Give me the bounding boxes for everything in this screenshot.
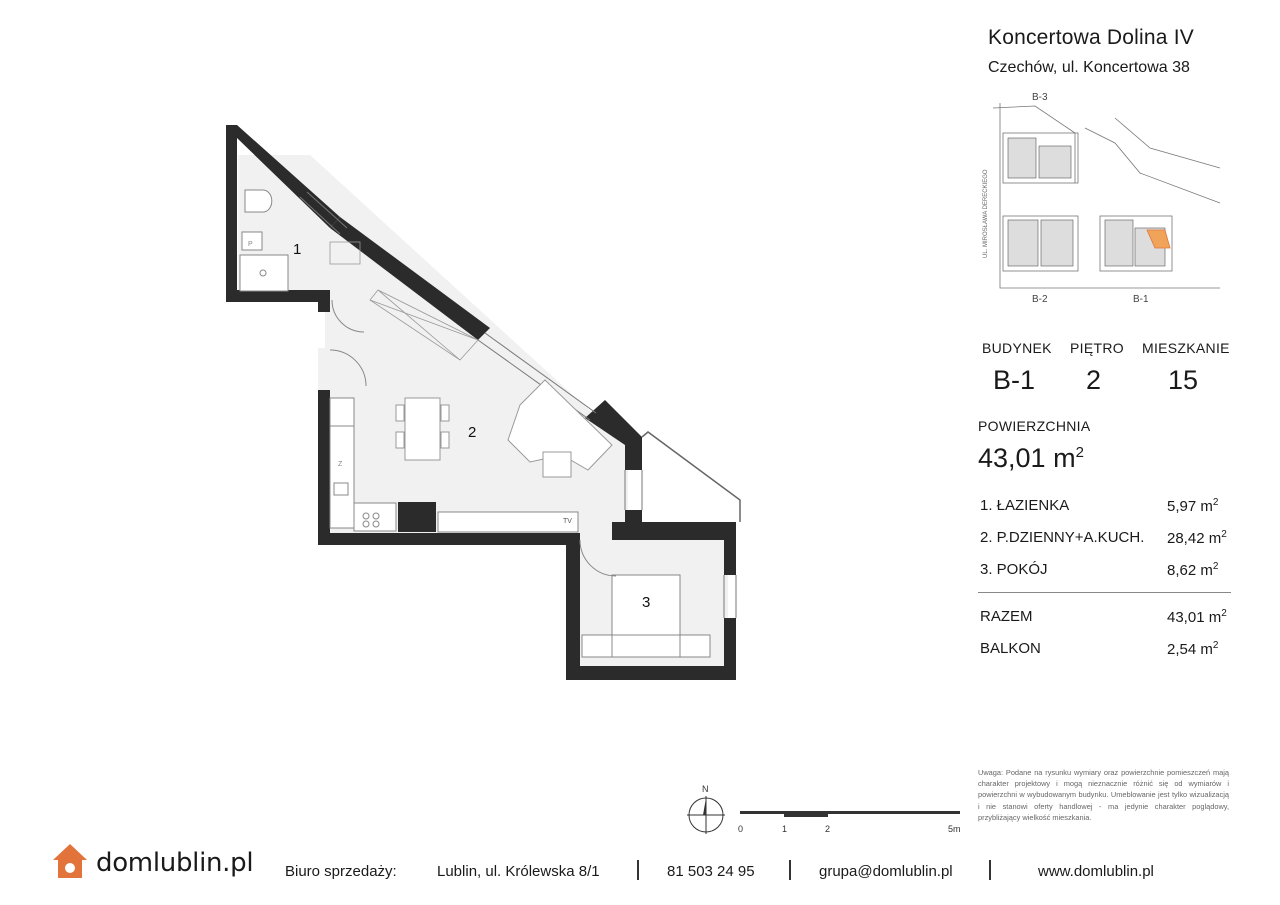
room-name-3: 3. POKÓJ	[980, 561, 1048, 578]
floor-value: 2	[1086, 365, 1102, 395]
site-label-b3: B-3	[1032, 92, 1048, 103]
room-area-2: 28,42 $m^2$	[1167, 529, 1227, 547]
table-divider	[978, 592, 1231, 593]
room-name-2: 2. P.DZIENNY+A.KUCH.	[980, 529, 1145, 546]
balcony-name: BALKON	[980, 640, 1041, 657]
footer-separator	[989, 860, 991, 880]
compass-and-scale	[680, 780, 970, 840]
room-number-1: 1	[293, 241, 302, 258]
scale-tick-5: 5m	[948, 824, 961, 834]
house-logo-icon	[50, 838, 94, 880]
disclaimer-note: Uwaga: Podane na rysunku wymiary oraz powierzchnie pomieszczeń mają charakter projektowy i mogą nieznacznie różnić się od wymiarów i powierzchni w wybudowanym budynku. Umeblowanie jest tylko wizualizacją i nie stanowi oferty handlowej - ma jedynie charakter poglądowy, przybliżający wielkość mieszkania.	[978, 768, 1229, 822]
site-street-label: UL. MIROSŁAWA DERECKIEGO	[983, 169, 989, 258]
fridge-label: Z	[338, 461, 343, 468]
floor-label: PIĘTRO	[1070, 340, 1124, 356]
shower-tray	[240, 255, 288, 291]
washer-label: P	[248, 241, 253, 248]
scale-tick-2: 2	[825, 824, 831, 834]
total-area: 43,01 $m^2$	[1167, 608, 1227, 626]
balcony-railing	[642, 432, 740, 522]
area-value: 43,01 $m^2$	[978, 443, 1084, 473]
project-title: Koncertowa Dolina IV	[988, 26, 1194, 49]
scale-tick-0: 0	[738, 824, 744, 834]
toilet	[245, 190, 272, 212]
office-address: Lublin, ul. Królewska 8/1	[437, 863, 600, 880]
logo-text: domlublin.pl	[96, 848, 254, 878]
total-name: RAZEM	[980, 608, 1033, 625]
site-label-b2: B-2	[1032, 294, 1048, 305]
site-label-b1: B-1	[1133, 294, 1149, 305]
room-number-2: 2	[468, 424, 477, 441]
footer-separator	[789, 860, 791, 880]
phone-link[interactable]: 81 503 24 95	[667, 863, 755, 880]
site-plan	[975, 88, 1225, 308]
email-link[interactable]: grupa@domlublin.pl	[819, 863, 953, 880]
area-label: POWIERZCHNIA	[978, 418, 1091, 434]
sales-office-label: Biuro sprzedaży:	[285, 863, 397, 880]
logo[interactable]	[50, 838, 280, 888]
room-name-1: 1. ŁAZIENKA	[980, 497, 1070, 514]
balcony-area: 2,54 $m^2$	[1167, 640, 1219, 658]
room-area-1: 5,97 $m^2$	[1167, 497, 1219, 515]
north-label: N	[702, 784, 709, 794]
tv-label: TV	[563, 518, 572, 525]
apartment-value: 15	[1168, 365, 1199, 395]
scale-tick-1: 1	[782, 824, 788, 834]
website-link[interactable]: www.domlublin.pl	[1038, 863, 1154, 880]
apartment-label: MIESZKANIE	[1142, 340, 1230, 356]
room-number-3: 3	[642, 594, 651, 611]
building-label: BUDYNEK	[982, 340, 1052, 356]
project-address: Czechów, ul. Koncertowa 38	[988, 59, 1190, 76]
footer-separator	[637, 860, 639, 880]
building-value: B-1	[993, 365, 1036, 395]
room-area-3: 8,62 $m^2$	[1167, 561, 1219, 579]
